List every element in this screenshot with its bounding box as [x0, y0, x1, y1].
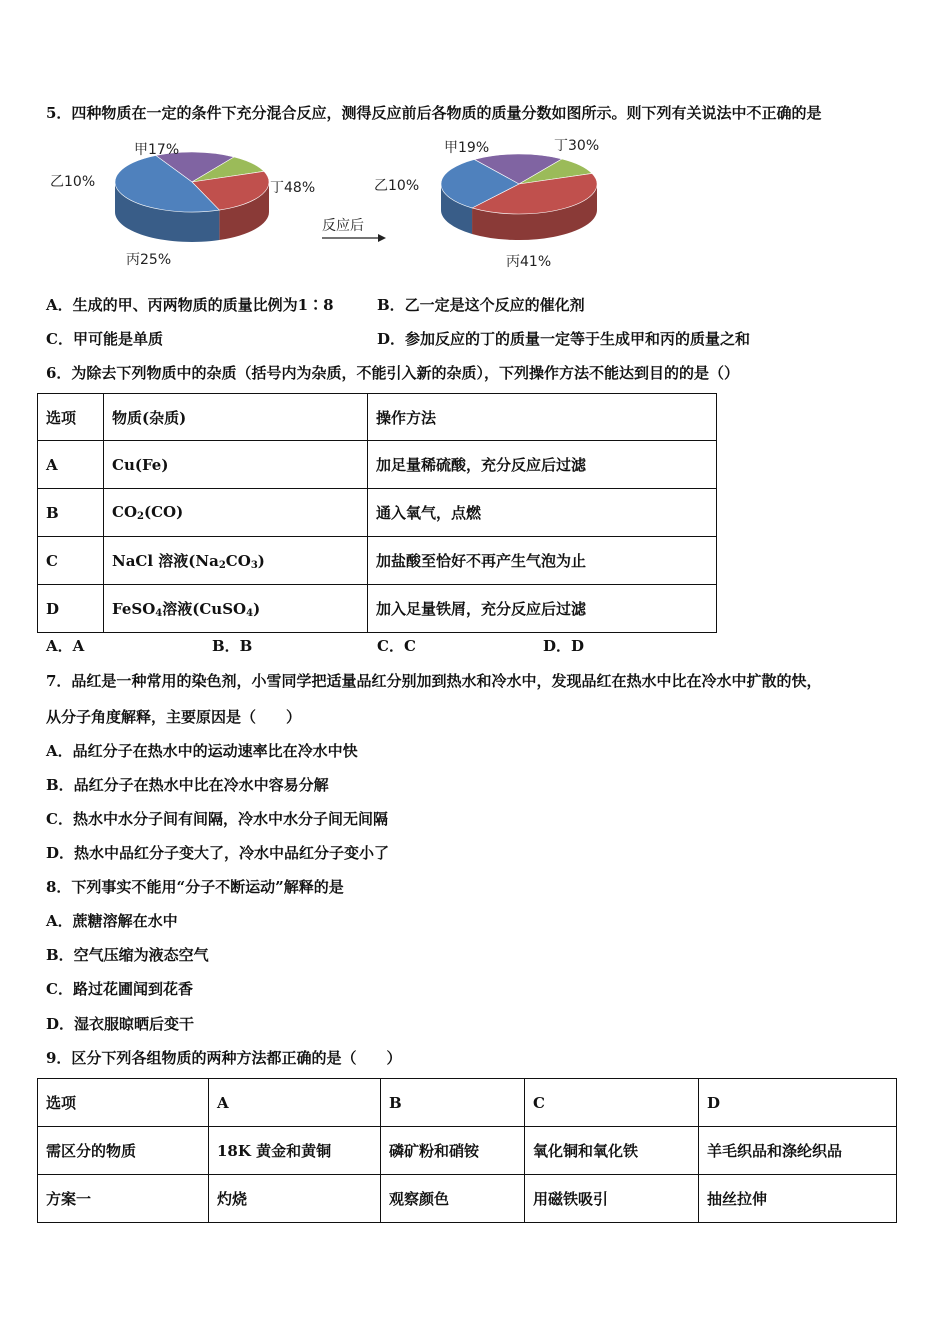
table-row	[38, 537, 717, 585]
q7-option-a: A．品红分子在热水中的运动速率比在冷水中快	[46, 742, 358, 760]
table-cell-option: A	[38, 441, 104, 489]
formula-part: )	[257, 552, 265, 570]
table-cell-substance	[104, 489, 368, 537]
q8-option-d: D．湿衣服晾晒后变干	[46, 1015, 195, 1033]
formula-subscript: 2	[137, 511, 144, 522]
table-cell: 抽丝拉伸	[699, 1175, 897, 1223]
q5-option-c: C．甲可能是单质	[46, 330, 163, 348]
q5-stem: 5．四种物质在一定的条件下充分混合反应，测得反应前后各物质的质量分数如图所示。则下列有关说法中不正确的是	[46, 104, 822, 122]
q8-option-c: C．路过花圃闻到花香	[46, 980, 193, 998]
pie-chart-before	[115, 152, 269, 242]
formula-part: 溶液(CuSO	[162, 600, 247, 618]
formula-part: NaCl 溶液(Na	[112, 552, 219, 570]
table-cell: 灼烧	[209, 1175, 381, 1223]
table-row	[38, 394, 717, 441]
q6-answer-d: D．D	[543, 637, 585, 655]
pie1-label-ding: 丁48%	[270, 180, 316, 196]
table-header-cell: B	[381, 1079, 525, 1127]
q6-table	[37, 393, 717, 633]
q6-answer-b: B．B	[212, 637, 253, 655]
table-cell-substance: Cu(Fe)	[104, 441, 368, 489]
q6-stem: 6．为除去下列物质中的杂质（括号内为杂质，不能引入新的杂质），下列操作方法不能达到目的的是（）	[46, 364, 739, 382]
arrow-label: 反应后	[322, 218, 364, 234]
table-row	[38, 1127, 897, 1175]
table-cell: 观察颜色	[381, 1175, 525, 1223]
q5-option-b: B．乙一定是这个反应的催化剂	[377, 296, 585, 314]
table-cell-method: 通入氧气，点燃	[368, 489, 717, 537]
formula-part: CO	[112, 503, 138, 521]
pie1-label-jia: 甲17%	[134, 142, 180, 158]
table-row	[38, 1175, 897, 1223]
table-row	[38, 489, 717, 537]
table-header-cell: 选项	[38, 394, 104, 441]
table-cell: 18K 黄金和黄铜	[209, 1127, 381, 1175]
q7-option-b: B．品红分子在热水中比在冷水中容易分解	[46, 776, 329, 794]
q7-option-d: D．热水中品红分子变大了，冷水中品红分子变小了	[46, 844, 390, 862]
table-cell: 羊毛织品和涤纶织品	[699, 1127, 897, 1175]
q6-answer-c: C．C	[377, 637, 416, 655]
table-cell: 磷矿粉和硝铵	[381, 1127, 525, 1175]
formula-part: )	[253, 600, 261, 618]
table-cell: 用磁铁吸引	[525, 1175, 699, 1223]
table-cell-method: 加足量稀硫酸，充分反应后过滤	[368, 441, 717, 489]
pie2-label-ding: 丁30%	[554, 138, 600, 154]
table-header-cell: C	[525, 1079, 699, 1127]
table-cell-option: B	[38, 489, 104, 537]
formula-subscript: 2	[218, 560, 226, 571]
table-cell: 方案一	[38, 1175, 209, 1223]
table-row	[38, 1079, 897, 1127]
q6-answer-a: A．A	[46, 637, 85, 655]
formula-part: (CO)	[143, 503, 184, 521]
table-cell-option: D	[38, 585, 104, 633]
pie-chart-after	[441, 154, 597, 240]
pie-charts	[46, 132, 646, 280]
formula-part: CO	[225, 552, 251, 570]
table-header-cell: A	[209, 1079, 381, 1127]
formula-subscript: 4	[246, 608, 254, 619]
table-cell: 需区分的物质	[38, 1127, 209, 1175]
table-cell-substance	[104, 585, 368, 633]
q8-option-b: B．空气压缩为液态空气	[46, 946, 209, 964]
table-row	[38, 585, 717, 633]
q7-option-c: C．热水中水分子间有间隔，冷水中水分子间无间隔	[46, 810, 388, 828]
formula-subscript: 3	[250, 560, 258, 571]
table-cell-method: 加盐酸至恰好不再产生气泡为止	[368, 537, 717, 585]
table-cell-substance	[104, 537, 368, 585]
q7-stem-line2: 从分子角度解释，主要原因是（ ）	[46, 708, 302, 726]
pie1-label-bing: 丙25%	[126, 252, 172, 268]
q5-option-d: D．参加反应的丁的质量一定等于生成甲和丙的质量之和	[377, 330, 751, 348]
table-header-cell: D	[699, 1079, 897, 1127]
pie2-label-jia: 甲19%	[444, 140, 490, 156]
q9-stem: 9．区分下列各组物质的两种方法都正确的是（ ）	[46, 1049, 402, 1067]
table-cell-option: C	[38, 537, 104, 585]
table-header-cell: 物质(杂质)	[104, 394, 368, 441]
q5-option-a: A．生成的甲、丙两物质的质量比例为1∶8	[46, 296, 334, 314]
pie2-label-bing: 丙41%	[506, 254, 552, 270]
table-cell-method: 加入足量铁屑，充分反应后过滤	[368, 585, 717, 633]
q8-option-a: A．蔗糖溶解在水中	[46, 912, 178, 930]
arrow-head-icon	[378, 234, 386, 242]
table-cell: 氧化铜和氧化铁	[525, 1127, 699, 1175]
table-row	[38, 441, 717, 489]
formula-part: FeSO	[112, 600, 156, 618]
formula-subscript: 4	[155, 608, 163, 619]
q7-stem-line1: 7．品红是一种常用的染色剂，小雪同学把适量品红分别加到热水和冷水中，发现品红在热水中比在冷水中扩散的快，	[46, 672, 822, 690]
pie1-label-yi: 乙10%	[50, 174, 96, 190]
table-header-cell: 操作方法	[368, 394, 717, 441]
pie2-label-yi: 乙10%	[374, 178, 420, 194]
table-header-cell: 选项	[38, 1079, 209, 1127]
q9-table	[37, 1078, 897, 1223]
q8-stem: 8．下列事实不能用“分子不断运动”解释的是	[46, 878, 344, 896]
